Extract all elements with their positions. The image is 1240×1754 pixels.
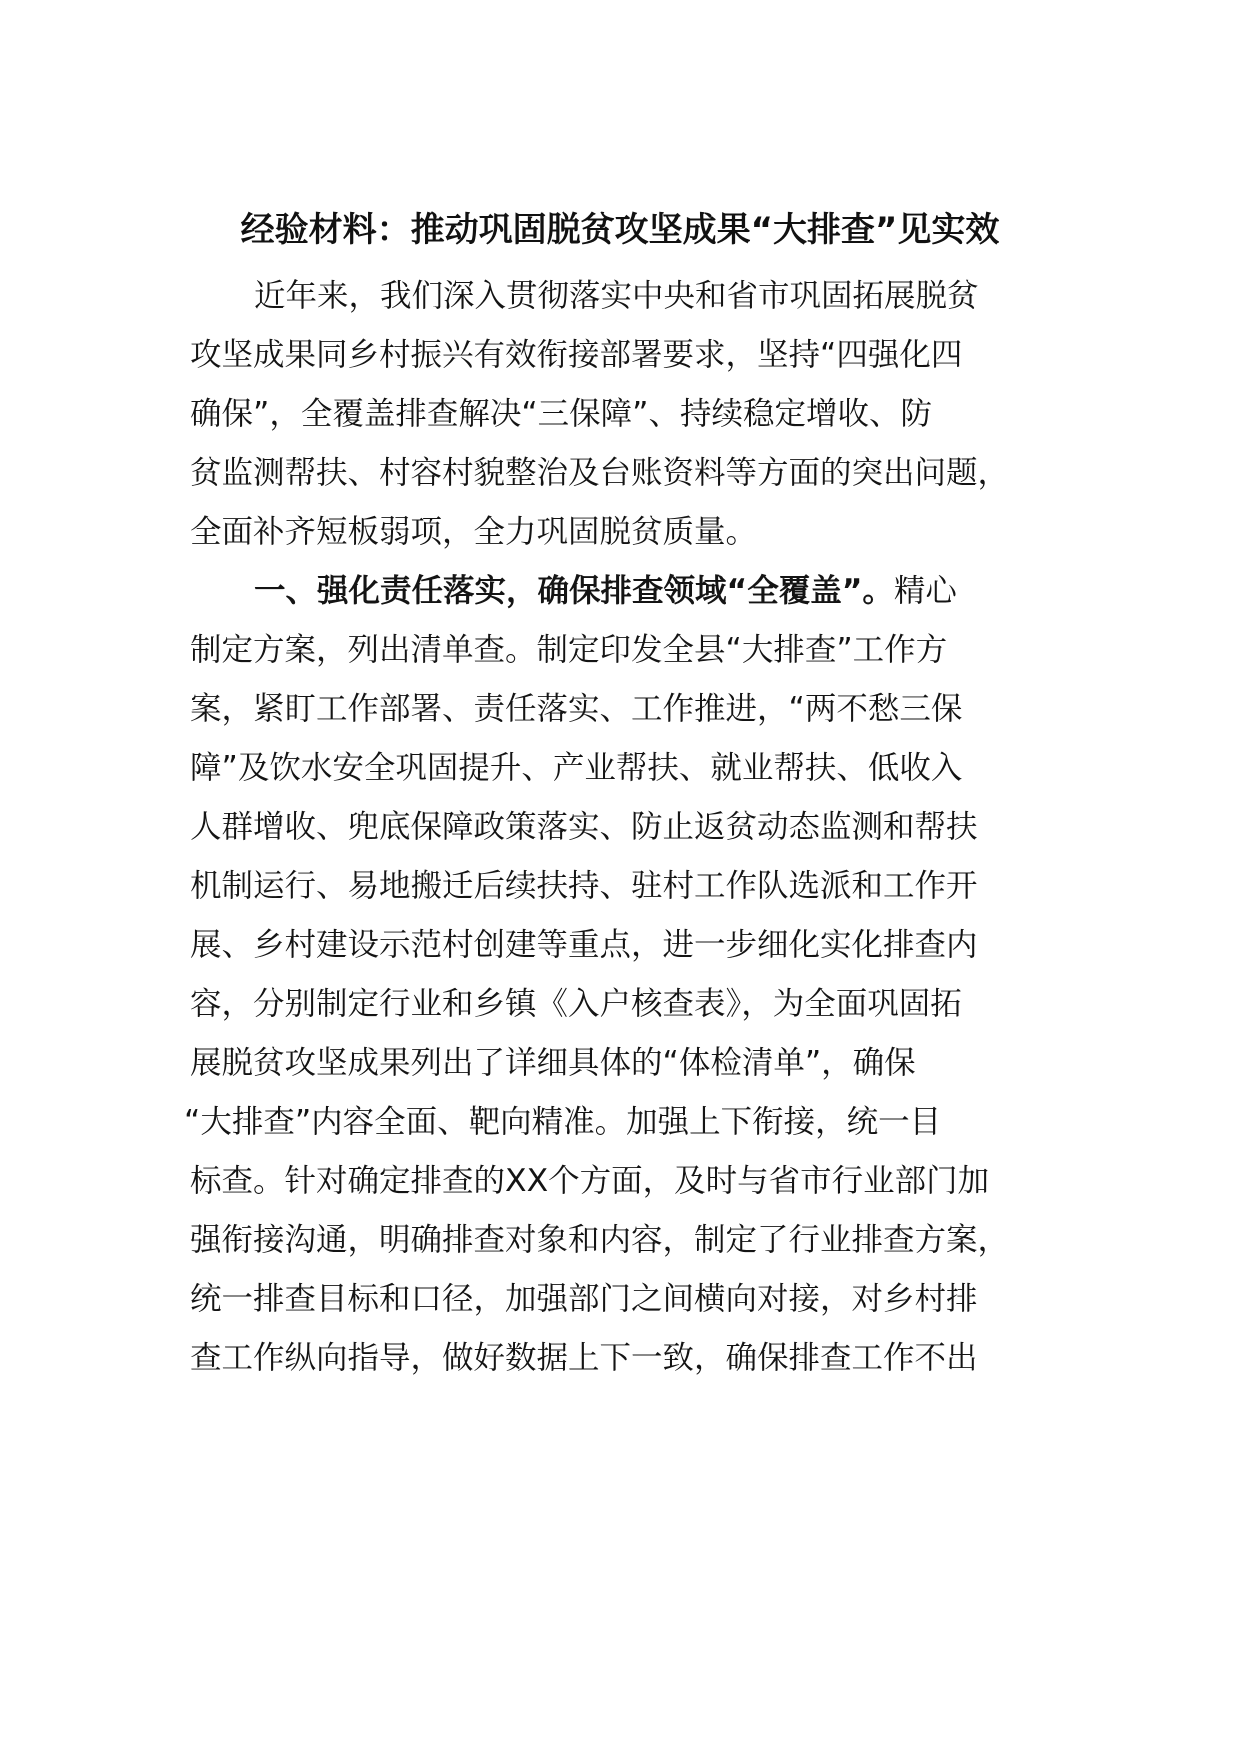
paragraph-line: 障”及饮水安全巩固提升、产业帮扶、就业帮扶、低收入	[190, 750, 963, 786]
section-heading: 一、强化责任落实，确保排查领域“全覆盖”。	[254, 573, 894, 609]
paragraph-line: 制定方案，列出清单查。制定印发全县“大排查”工作方	[190, 632, 948, 668]
paragraph-line: 案，紧盯工作部署、责任落实、工作推进，“两不愁三保	[190, 691, 963, 727]
paragraph-line: 贫监测帮扶、村容村貌整治及台账资料等方面的突出问题，	[190, 455, 1010, 491]
paragraph-line: 标查。针对确定排查的XX个方面，及时与省市行业部门加	[190, 1163, 990, 1199]
document-title: 经验材料：推动巩固脱贫攻坚成果“大排查”见实效	[240, 210, 1000, 250]
section-first-line-text: 精心	[893, 573, 957, 609]
paragraph-line: 容，分别制定行业和乡镇《入户核查表》，为全面巩固拓	[190, 986, 962, 1022]
paragraph-line: 展、乡村建设示范村创建等重点，进一步细化实化排查内	[190, 927, 978, 963]
paragraph-line: 机制运行、易地搬迁后续扶持、驻村工作队选派和工作开	[190, 868, 978, 904]
paragraph-line: 全面补齐短板弱项，全力巩固脱贫质量。	[190, 514, 758, 550]
paragraph-line: 人群增收、兜底保障政策落实、防止返贫动态监测和帮扶	[190, 809, 978, 845]
paragraph-line: 确保”，全覆盖排查解决“三保障”、持续稳定增收、防	[190, 396, 932, 432]
section-first-line	[254, 569, 957, 613]
paragraph-line: 展脱贫攻坚成果列出了详细具体的“体检清单”，确保	[190, 1045, 916, 1081]
paragraph-line: 强衔接沟通，明确排查对象和内容，制定了行业排查方案，	[190, 1222, 1010, 1258]
paragraph-line: “大排查”内容全面、靶向精准。加强上下衔接，统一目	[184, 1104, 942, 1140]
paragraph-line: 近年来，我们深入贯彻落实中央和省市巩固拓展脱贫	[254, 278, 979, 314]
paragraph-line: 攻坚成果同乡村振兴有效衔接部署要求，坚持“四强化四	[190, 337, 963, 373]
paragraph-line: 查工作纵向指导，做好数据上下一致，确保排查工作不出	[190, 1340, 978, 1376]
paragraph-line: 统一排查目标和口径，加强部门之间横向对接，对乡村排	[190, 1281, 978, 1317]
